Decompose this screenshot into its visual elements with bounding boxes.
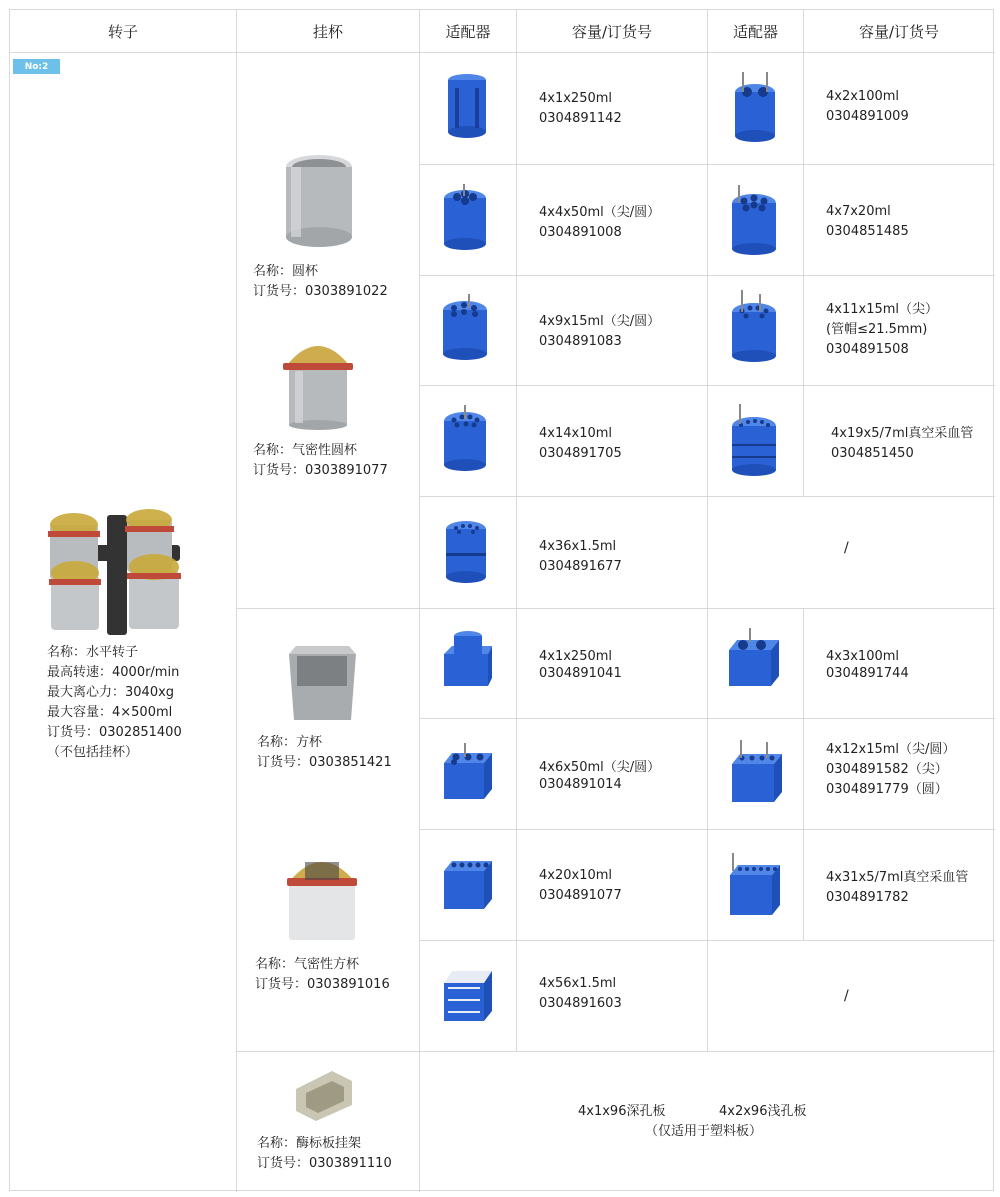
round-adapter-3-left-capacity: 4x9x15ml（尖/圆） xyxy=(539,314,661,329)
rotor-order: 订货号：0302851400 xyxy=(47,725,182,740)
square-adapter-2-right-order-a: 0304891582（尖） xyxy=(826,762,948,777)
header-rotor: 转子 xyxy=(107,23,138,41)
square-adapter-2-right-capacity: 4x12x15ml（尖/圆） xyxy=(826,742,956,757)
square-sealed-bucket-name: 名称：气密性方杯 xyxy=(255,957,360,972)
round-adapter-1-left-order: 0304891142 xyxy=(539,111,622,126)
round-adapter-2-left-capacity: 4x4x50ml（尖/圆） xyxy=(539,205,661,220)
square-adapter-4-right-empty: / xyxy=(844,988,849,1004)
col-divider xyxy=(236,10,237,1192)
round-adapter-3-right-order: 0304891508 xyxy=(826,342,909,357)
header-adapter-1: 适配器 xyxy=(445,23,491,41)
round-adapter-3-right-note: (管帽≤21.5mm) xyxy=(826,322,928,337)
square-adapter-4-left-capacity: 4x56x1.5ml xyxy=(539,976,617,991)
square-sealed-bucket-order: 订货号：0303891016 xyxy=(255,977,390,992)
header-adapter-2: 适配器 xyxy=(732,23,778,41)
square-adapter-4-left-order: 0304891603 xyxy=(539,996,622,1011)
round-adapter-4-right-capacity: 4x19x5/7ml真空采血管 xyxy=(831,426,974,441)
rotor-note: （不包括挂杯） xyxy=(47,745,139,760)
round-sealed-bucket-name: 名称：气密性圆杯 xyxy=(253,443,358,458)
row-divider xyxy=(419,940,995,941)
round-adapter-1-right-order: 0304891009 xyxy=(826,109,909,124)
square-adapter-3-left-order: 0304891077 xyxy=(539,888,622,903)
square-adapter-2-left-order: 0304891014 xyxy=(539,777,622,792)
square-adapter-3-right-capacity: 4x31x5/7ml真空采血管 xyxy=(826,870,969,885)
square-adapter-1-left-order: 0304891041 xyxy=(539,666,622,681)
round-adapter-2-right-capacity: 4x7x20ml xyxy=(826,204,891,219)
rotor-capacity: 最大容量：4×500ml xyxy=(47,705,173,720)
rotor-rcf: 最大离心力：3040xg xyxy=(47,685,175,700)
plate-carrier-name: 名称：酶标板挂架 xyxy=(257,1136,362,1151)
round-adapter-2-right-order: 0304851485 xyxy=(826,224,909,239)
round-adapter-1-left-capacity: 4x1x250ml xyxy=(539,91,613,106)
plate-note: （仅适用于塑料板） xyxy=(645,1124,763,1139)
adapter-20x10-square-image xyxy=(440,853,492,913)
round-adapter-4-right-order: 0304851450 xyxy=(831,446,914,461)
round-sealed-bucket-order: 订货号：0303891077 xyxy=(253,463,388,478)
round-adapter-4-left-capacity: 4x14x10ml xyxy=(539,426,613,441)
square-adapter-3-left-capacity: 4x20x10ml xyxy=(539,868,613,883)
plate-carrier-order: 订货号：0303891110 xyxy=(257,1156,392,1171)
adapter-19x5-round-image xyxy=(729,404,779,476)
round-adapter-2-left-order: 0304891008 xyxy=(539,225,622,240)
rotor-name: 名称：水平转子 xyxy=(47,645,139,660)
adapter-9x15-round-image xyxy=(440,294,490,362)
adapter-2x100-round-image xyxy=(733,70,777,142)
row-divider xyxy=(419,829,995,830)
adapter-7x20-round-image xyxy=(730,183,778,255)
row-divider xyxy=(236,608,995,609)
adapter-1x250-square-image xyxy=(440,630,492,692)
col-divider xyxy=(707,10,708,1051)
col-divider xyxy=(803,10,804,496)
rotor-badge: No:2 xyxy=(13,59,60,74)
adapter-14x10-round-image xyxy=(442,405,488,473)
square-adapter-2-left-capacity: 4x6x50ml（尖/圆） xyxy=(539,760,661,775)
round-sealed-bucket-image xyxy=(281,335,355,430)
adapter-31x5-square-image xyxy=(726,853,780,919)
adapter-12x15-square-image xyxy=(728,740,782,806)
round-adapter-1-right-capacity: 4x2x100ml xyxy=(826,89,900,104)
adapter-6x50-square-image xyxy=(440,743,492,803)
plate-carrier-image xyxy=(292,1065,357,1125)
adapter-1x250-round-image xyxy=(445,72,489,138)
row-divider xyxy=(236,1051,995,1052)
col-divider xyxy=(419,10,420,1192)
adapter-11x15-round-image xyxy=(729,290,779,362)
header-capacity-2: 容量/订货号 xyxy=(858,23,940,41)
round-adapter-3-right-capacity: 4x11x15ml（尖） xyxy=(826,302,939,317)
square-adapter-2-right-order-b: 0304891779（圆） xyxy=(826,782,948,797)
square-bucket-name: 名称：方杯 xyxy=(257,735,323,750)
row-divider xyxy=(419,496,995,497)
col-divider xyxy=(516,10,517,1051)
adapter-3x100-square-image xyxy=(725,628,779,690)
adapter-36x1.5-round-image xyxy=(444,517,488,583)
adapter-4x50-round-image xyxy=(441,184,489,250)
col-divider xyxy=(803,608,804,940)
row-divider xyxy=(419,275,995,276)
round-adapter-4-left-order: 0304891705 xyxy=(539,446,622,461)
square-sealed-bucket-image xyxy=(283,848,361,943)
adapter-56x1.5-square-image xyxy=(440,965,492,1025)
header-bucket: 挂杯 xyxy=(312,23,343,41)
rotor-image xyxy=(45,505,190,645)
square-adapter-1-left-capacity: 4x1x250ml xyxy=(539,649,613,664)
round-bucket-order: 订货号：0303891022 xyxy=(253,284,388,299)
rotor-speed: 最高转速：4000r/min xyxy=(47,665,180,680)
square-adapter-1-right-capacity: 4x3x100ml xyxy=(826,649,900,664)
square-bucket-image xyxy=(285,640,360,725)
row-divider xyxy=(419,164,995,165)
square-adapter-3-right-order: 0304891782 xyxy=(826,890,909,905)
square-bucket-order: 订货号：0303851421 xyxy=(257,755,392,770)
round-adapter-5-right-empty: / xyxy=(844,540,849,556)
round-bucket-name: 名称：圆杯 xyxy=(253,264,319,279)
plate-shallow-well: 4x2x96浅孔板 xyxy=(719,1104,807,1119)
round-adapter-5-left-order: 0304891677 xyxy=(539,559,622,574)
round-adapter-5-left-capacity: 4x36x1.5ml xyxy=(539,539,617,554)
round-adapter-3-left-order: 0304891083 xyxy=(539,334,622,349)
round-bucket-image xyxy=(283,153,355,248)
plate-deep-well: 4x1x96深孔板 xyxy=(578,1104,666,1119)
header-capacity-1: 容量/订货号 xyxy=(571,23,653,41)
row-divider xyxy=(419,718,995,719)
row-divider xyxy=(419,385,995,386)
square-adapter-1-right-order: 0304891744 xyxy=(826,666,909,681)
